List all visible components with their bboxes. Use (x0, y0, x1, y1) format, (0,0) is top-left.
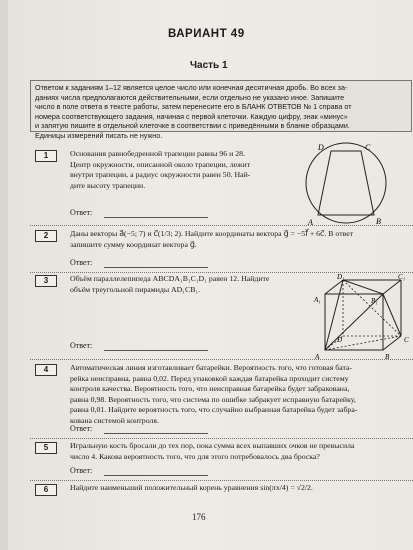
problem-5-text (70, 441, 413, 462)
problem-number: 4 (35, 364, 57, 376)
instructions-line: Ответом к заданиям 1–12 является целое число или конечная десятичная дробь. Во всех за- (35, 83, 348, 92)
answer-label: Ответ: (70, 208, 93, 217)
instructions-box (30, 80, 412, 140)
problem-line: Автоматическая линия изготавливает батарейки. Вероятность того, что готовая бата- (70, 363, 353, 372)
label-c: C (365, 143, 371, 152)
label-a: A (308, 218, 313, 227)
label-a: A (315, 353, 320, 360)
workbook-page (8, 0, 413, 550)
problem-number: 5 (35, 442, 57, 454)
label-d: D (337, 336, 343, 344)
instructions-line: номера соответствующего задания, начиная с первой клеточки. Каждую цифру, знак «минус» (35, 111, 348, 121)
trapezoid-figure (298, 140, 413, 230)
problem-line: Даны векторы a⃗(−5; 7) и c⃗(1/3; 2). Найдите координаты вектора g⃗ = −5f⃗ + 6c⃗. В ответ (70, 229, 354, 238)
answer-label: Ответ: (70, 258, 93, 267)
page-number: 176 (192, 512, 206, 522)
problem-number: 1 (35, 150, 57, 162)
problem-3-text (70, 274, 310, 295)
problem-line: запишите сумму координат вектора g⃗. (70, 239, 197, 249)
label-b: B (376, 217, 381, 226)
instructions-line: число в поле ответа в тексте работы, затем перенесите его в БЛАНК ОТВЕТОВ № 1 справа от (35, 102, 352, 112)
parallelepiped-figure (313, 272, 413, 360)
label-a1: A₁ (314, 296, 321, 304)
problem-line: равна 0,98. Вероятность того, что система по ошибке забракует исправную батарейку, (70, 394, 356, 404)
answer-field[interactable] (104, 350, 208, 351)
instructions-line: Единицы измерений писать не нужно. (35, 130, 163, 140)
problem-line: Центр окружности, описанной около трапеции, лежит (70, 159, 251, 169)
problem-line: Игральную кость бросали до тех пор, пока сумма всех выпавших очков не превысила (70, 441, 355, 450)
label-c1: C₁ (398, 273, 406, 281)
separator (30, 225, 413, 226)
problem-line: число 4. Какова вероятность того, что для этого потребовалось два броска? (70, 451, 320, 461)
separator (30, 438, 413, 439)
part-title: Часть 1 (190, 60, 228, 71)
label-d1: D₁ (337, 273, 345, 281)
problem-line: Основания равнобедренной трапеции равны 96 и 28. (70, 149, 245, 158)
label-c: C (404, 336, 409, 344)
problem-line: дите высоту трапеции. (70, 180, 146, 190)
problem-line: Объём параллелепипеда ABCDA₁B₁C₁D₁ равен 12. Найдите (70, 274, 270, 283)
answer-field[interactable] (104, 433, 208, 434)
separator (30, 480, 413, 481)
answer-label: Ответ: (70, 341, 93, 350)
answer-label: Ответ: (70, 424, 93, 433)
problem-2-text (70, 229, 413, 250)
problem-number: 2 (35, 230, 57, 242)
answer-field[interactable] (104, 267, 208, 268)
answer-field[interactable] (104, 475, 208, 476)
instructions-line: и запятую пишите в отдельной клеточке в соответствии с приведёнными в бланке образцами. (35, 121, 350, 131)
problem-line: рейка неисправна, равна 0,02. Перед упаковкой каждая батарейка проходит систему (70, 373, 349, 383)
problem-line: объём треугольной пирамиды AD₁CB₁. (70, 284, 201, 294)
variant-title: ВАРИАНТ 49 (168, 28, 245, 40)
instructions-line: даниях числа предполагаются действительными, если отдельно не указано иное. Запишите (35, 92, 345, 102)
label-b1: B₁ (371, 297, 378, 305)
problem-number: 6 (35, 484, 57, 496)
answer-label: Ответ: (70, 466, 93, 475)
problem-line: контроля качества. Вероятность того, что неисправная батарейка будет забракована, (70, 384, 350, 394)
label-b: B (385, 353, 390, 360)
problem-line: внутри трапеции, а радиус окружности равен 50. Най- (70, 170, 251, 180)
problem-line: кована системой контроля. (70, 415, 159, 425)
problem-line: равна 0,01. Найдите вероятность того, что случайно выбранная батарейка будет забра- (70, 405, 358, 415)
answer-field[interactable] (104, 217, 208, 218)
problem-1-text (70, 149, 302, 191)
problem-number: 3 (35, 275, 57, 287)
problem-4-text (70, 363, 413, 427)
problem-6-text (70, 483, 413, 494)
label-d: D (318, 143, 324, 152)
problem-line: Найдите наименьший положительный корень уравнения sin(πx/4) = √2/2. (70, 483, 313, 492)
separator (30, 359, 413, 360)
